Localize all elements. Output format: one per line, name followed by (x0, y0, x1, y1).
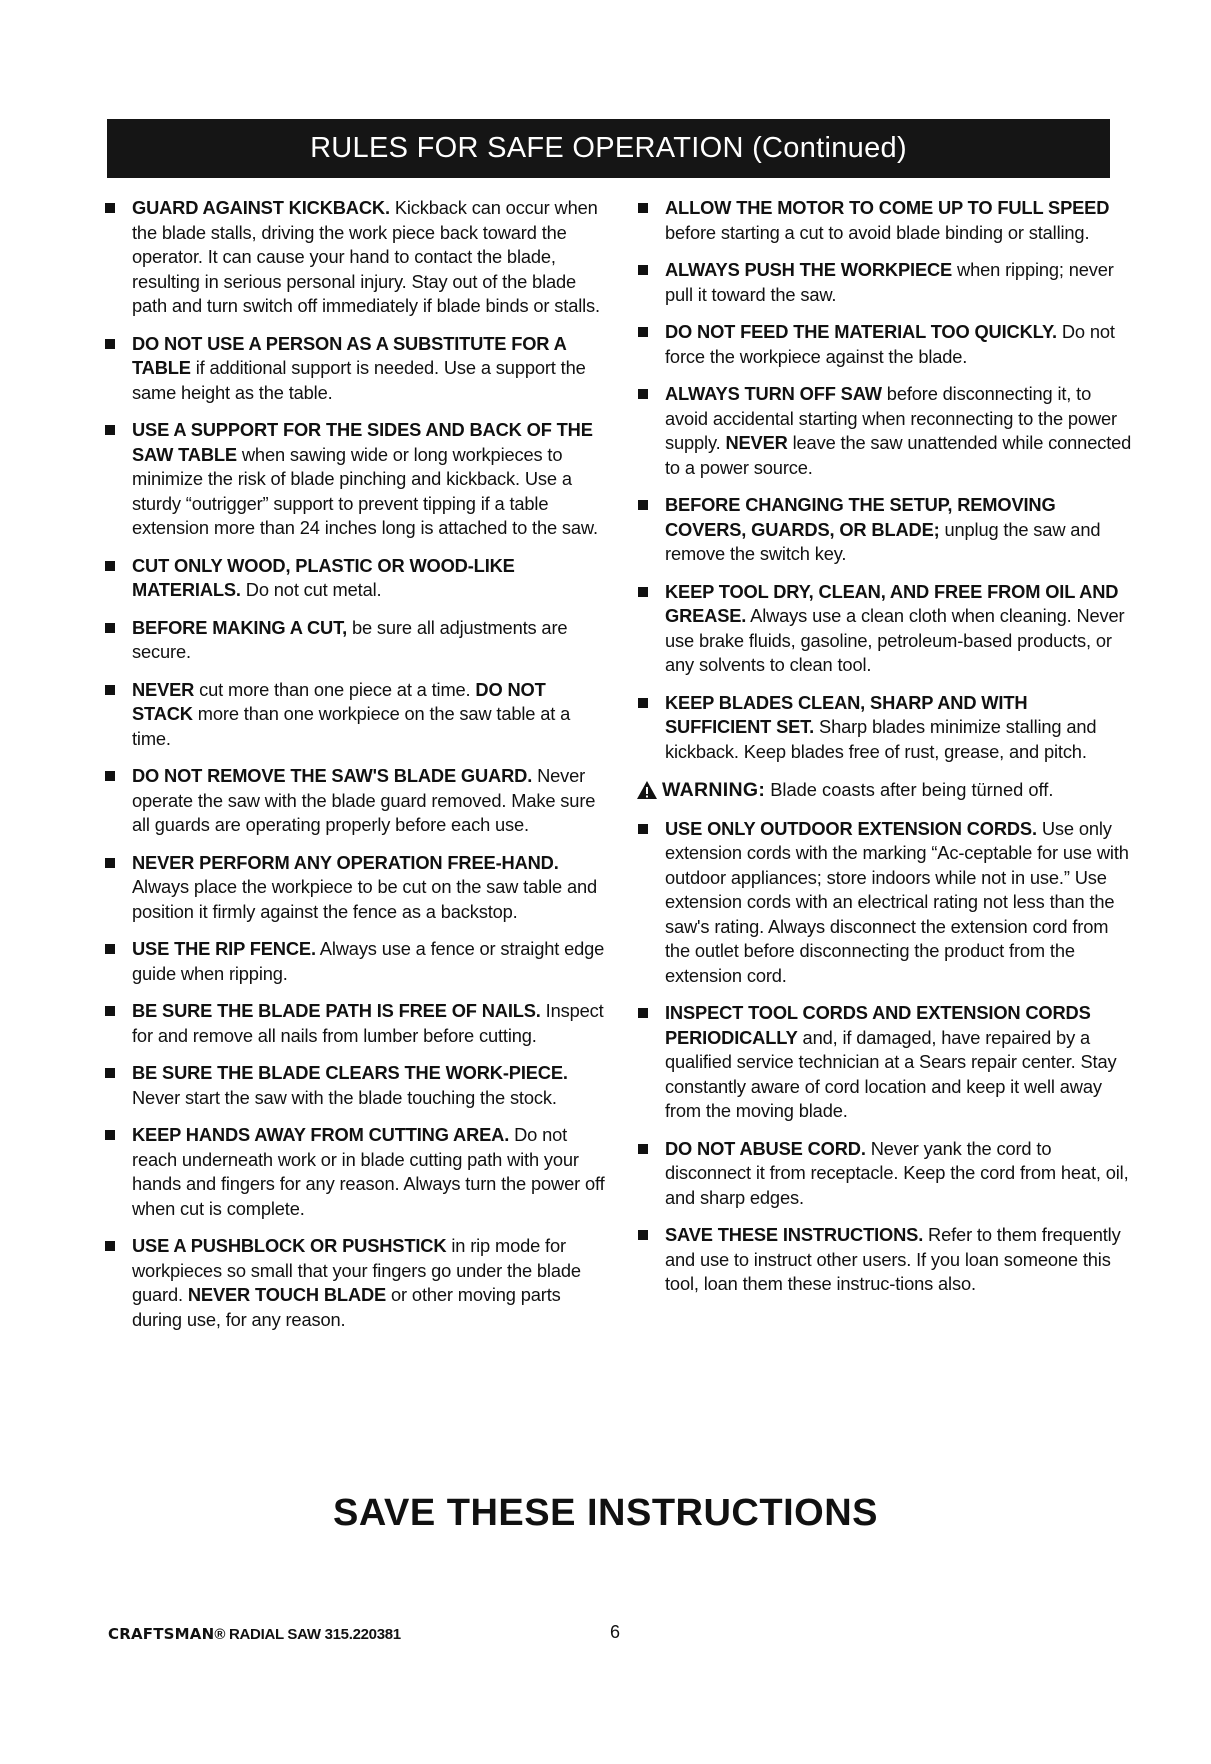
rule-item (637, 258, 1135, 307)
rule-text: Do not force the workpiece against the blade. (665, 321, 1115, 367)
rule-item (637, 580, 1135, 678)
rule-item (104, 196, 606, 319)
square-bullet-icon (638, 327, 648, 337)
right-column (637, 196, 1135, 1310)
square-bullet-icon (638, 1230, 648, 1240)
model-text: RADIAL SAW 315.220381 (225, 1626, 401, 1643)
rule-heading: ALLOW THE MOTOR TO COME UP TO FULL SPEED (665, 197, 1110, 218)
rule-item (104, 554, 606, 603)
rule-text: in rip mode for workpieces so small that your fingers go under the blade guard. (132, 1235, 581, 1305)
rule-text: cut more than one piece at a time. (194, 678, 476, 700)
rule-item (104, 764, 606, 838)
rule-text: Always use a fence or straight edge guide when ripping. (132, 938, 605, 984)
rule-item (104, 332, 606, 406)
rule-text: Always place the workpiece to be cut on the saw table and position it firmly against the fence as a backstop. (132, 876, 598, 922)
rule-item (637, 196, 1135, 245)
rule-item (637, 382, 1135, 480)
rule-heading: USE A PUSHBLOCK OR PUSHSTICK (132, 1235, 447, 1256)
rule-item (637, 320, 1135, 369)
rule-heading: KEEP TOOL DRY, CLEAN, AND FREE FROM OIL AND GREASE. (665, 580, 1119, 626)
square-bullet-icon (105, 771, 115, 781)
rule-text: more than one workpiece on the saw table at a time. (132, 703, 571, 749)
rule-heading: USE A SUPPORT FOR THE SIDES AND BACK OF THE SAW TABLE (132, 419, 593, 465)
rule-item (637, 691, 1135, 765)
rule-heading: DO NOT FEED THE MATERIAL TOO QUICKLY. (665, 321, 1057, 342)
rule-text: Use only extension cords with the marking “Ac-ceptable for use with outdoor appliances; store indoors while not in use.” Use extension cords with an electrical rating not less than the saw's rating. Always disconnect the extension cord from the outlet before disconnecting the product from the extension cord. (665, 817, 1129, 986)
rule-text: leave the saw unattended while connected to a power source. (665, 432, 1132, 478)
rule-heading: NEVER PERFORM ANY OPERATION FREE-HAND. (132, 851, 559, 873)
square-bullet-icon (638, 389, 648, 399)
square-bullet-icon (638, 265, 648, 275)
rule-text: Kickback can occur when the blade stalls, driving the work piece back toward the operator. It can cause your hand to contact the blade, resulting in serious personal injury. Stay out of the blade path and turn switch off immediately if blade binds or stalls. (132, 197, 600, 316)
rule-heading: BE SURE THE BLADE PATH IS FREE OF NAILS. (132, 1000, 541, 1021)
trademark-symbol: ® (214, 1626, 226, 1643)
rule-item (104, 1061, 606, 1110)
square-bullet-icon (105, 339, 115, 349)
page-number: 6 (610, 1622, 621, 1642)
left-column (104, 196, 606, 1345)
square-bullet-icon (105, 858, 115, 868)
banner-title: RULES FOR SAFE OPERATION (Continued) (310, 132, 907, 164)
rule-text: when ripping; never pull it toward the saw. (665, 259, 1114, 305)
warning-text: Blade coasts after being türned off. (765, 779, 1054, 800)
square-bullet-icon (105, 425, 115, 435)
square-bullet-icon (105, 1241, 115, 1251)
square-bullet-icon (105, 1006, 115, 1016)
rule-text: Never yank the cord to disconnect it from receptacle. Keep the cord from heat, oil, and sharp edges. (665, 1137, 1129, 1208)
rule-heading: BEFORE MAKING A CUT, (132, 616, 348, 638)
rule-heading: BEFORE CHANGING THE SETUP, REMOVING COVERS, GUARDS, OR BLADE; (665, 494, 1056, 540)
rule-heading: DO NOT STACK (132, 678, 546, 724)
rule-text: if additional support is needed. Use a support the same height as the table. (132, 357, 586, 403)
rule-text: Always use a clean cloth when cleaning. Never use brake fluids, gasoline, petroleum-based products, or any solvents to clean tool. (665, 605, 1125, 675)
square-bullet-icon (105, 561, 115, 571)
rule-heading: ALWAYS TURN OFF SAW (665, 383, 882, 404)
rule-text: before disconnecting it, to avoid accidental starting when reconnecting to the power supply. (665, 383, 1117, 453)
rule-text: Do not cut metal. (240, 579, 382, 600)
rule-heading: USE THE RIP FENCE. (132, 938, 316, 959)
square-bullet-icon (105, 1068, 115, 1078)
rule-item (104, 1234, 606, 1332)
rule-heading: KEEP HANDS AWAY FROM CUTTING AREA. (132, 1124, 510, 1145)
rule-text: Never start the saw with the blade touching the stock. (132, 1086, 557, 1108)
rule-heading: KEEP BLADES CLEAN, SHARP AND WITH SUFFICIENT SET. (665, 691, 1028, 737)
warning-label: WARNING: (662, 779, 766, 801)
rule-item (104, 678, 606, 752)
square-bullet-icon (105, 203, 115, 213)
rule-text: Inspect for and remove all nails from lumber before cutting. (132, 1000, 604, 1046)
right-rules-bottom (637, 817, 1135, 1297)
rule-heading: DO NOT REMOVE THE SAW'S BLADE GUARD. (132, 765, 533, 786)
square-bullet-icon (638, 824, 648, 834)
rule-text: when sawing wide or long workpieces to minimize the risk of blade pinching and kickback. Use a sturdy “outrigger” support to prevent tipping if a table extension more than 24 inches long is attached to the saw. (132, 443, 598, 538)
rule-heading: DO NOT USE A PERSON AS A SUBSTITUTE FOR A TABLE (132, 332, 566, 378)
save-instructions-heading: SAVE THESE INSTRUCTIONS (333, 1492, 878, 1534)
rule-item (104, 1123, 606, 1221)
rule-item (637, 1001, 1135, 1124)
rule-heading: ALWAYS PUSH THE WORKPIECE (665, 259, 953, 280)
rule-heading: NEVER TOUCH BLADE (187, 1284, 387, 1305)
rule-heading: BE SURE THE BLADE CLEARS THE WORK-PIECE. (132, 1062, 568, 1083)
square-bullet-icon (638, 203, 648, 213)
rule-heading: GUARD AGAINST KICKBACK. (132, 197, 390, 218)
rule-item (637, 1137, 1135, 1211)
warning-triangle-icon (636, 780, 658, 800)
rule-heading: CUT ONLY WOOD, PLASTIC OR WOOD-LIKE MATERIALS. (132, 554, 515, 600)
right-rules-top (637, 196, 1135, 764)
section-banner (107, 119, 1110, 178)
rule-text: unplug the saw and remove the switch key. (665, 518, 1101, 564)
rule-item (104, 851, 606, 925)
square-bullet-icon (638, 1008, 648, 1018)
brand-logo: CRAFTSMAN (108, 1625, 215, 1643)
square-bullet-icon (105, 944, 115, 954)
rule-heading: NEVER (132, 678, 195, 700)
rule-item (104, 418, 606, 541)
rule-text: Do not reach underneath work or in blade cutting path with your hands and fingers for any reason. Always turn the power off when cut is complete. (132, 1124, 605, 1219)
square-bullet-icon (638, 587, 648, 597)
rule-text: Refer to them frequently and use to instruct other users. If you loan someone this tool, loan them these instruc-tions also. (665, 1224, 1121, 1294)
rule-text: and, if damaged, have repaired by a qualified service technician at a Sears repair center. Stay constantly aware of cord location and keep it well away from the moving blade. (665, 1026, 1117, 1121)
square-bullet-icon (638, 698, 648, 708)
rule-text: before starting a cut to avoid blade binding or stalling. (665, 221, 1090, 243)
rule-text: Sharp blades minimize stalling and kickback. Keep blades free of rust, grease, and pitch. (665, 716, 1097, 762)
square-bullet-icon (638, 1144, 648, 1154)
rule-item (637, 817, 1135, 989)
rule-heading: NEVER (725, 432, 788, 453)
square-bullet-icon (105, 623, 115, 633)
square-bullet-icon (638, 500, 648, 510)
square-bullet-icon (105, 685, 115, 695)
rule-text: Never operate the saw with the blade guard removed. Make sure all guards are operating properly before each use. (132, 765, 596, 835)
rule-heading: INSPECT TOOL CORDS AND EXTENSION CORDS PERIODICALLY (665, 1002, 1091, 1048)
rule-item (104, 616, 606, 665)
rule-heading: DO NOT ABUSE CORD. (665, 1137, 866, 1159)
warning-note (634, 778, 1135, 803)
rule-text: or other moving parts during use, for any reason. (132, 1284, 561, 1330)
rule-item (104, 937, 606, 986)
footer-model (108, 1625, 401, 1643)
square-bullet-icon (105, 1130, 115, 1140)
rule-text: be sure all adjustments are secure. (132, 616, 568, 662)
rule-heading: SAVE THESE INSTRUCTIONS. (665, 1224, 924, 1245)
rule-item (637, 1223, 1135, 1297)
rule-heading: USE ONLY OUTDOOR EXTENSION CORDS. (665, 817, 1037, 839)
rule-item (637, 493, 1135, 567)
rule-item (104, 999, 606, 1048)
